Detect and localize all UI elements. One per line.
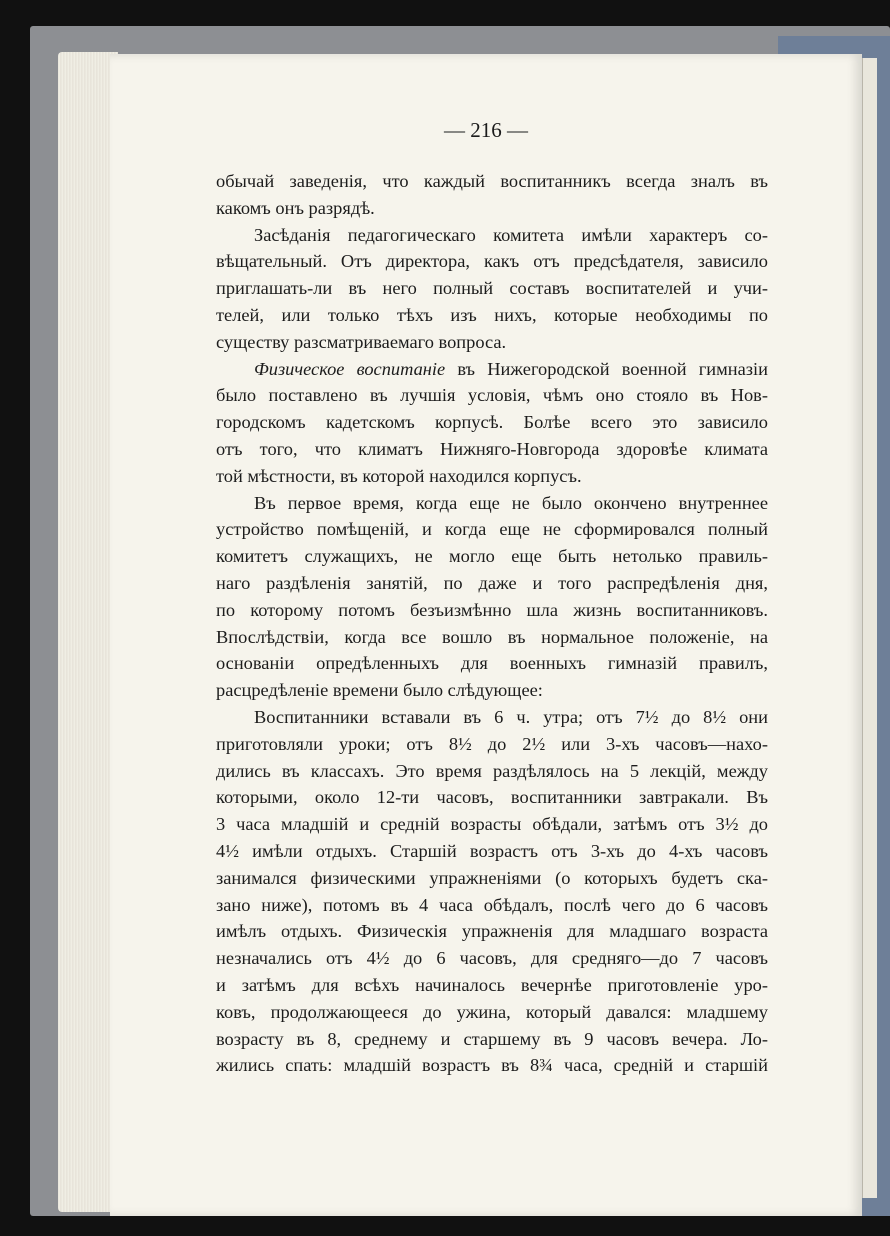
text-line: ковъ, продолжающееся до ужина, который давался: младшему (216, 1001, 768, 1022)
text-line: жились спать: младшій возрастъ въ 8¾ часа, средній и старшій (216, 1055, 768, 1076)
text-line: телей, или только тѣхъ изъ нихъ, которые необходимы по (216, 304, 768, 325)
text-line: Впослѣдствіи, когда все вошло въ нормальное положеніе, на (216, 626, 768, 647)
text-line: приготовляли уроки; отъ 8½ до 2½ или 3-хъ часовъ—нахо- (216, 733, 768, 754)
text-line: вѣщательный. Отъ директора, какъ отъ предсѣдателя, зависило (216, 251, 768, 272)
text-line: по которому потомъ безъизмѣнно шла жизнь воспитанниковъ. (216, 599, 768, 620)
text-line: возрасту въ 8, среднему и старшему въ 9 часовъ вечера. Ло- (216, 1028, 768, 1049)
text-line: основаніи опредѣленныхъ для военныхъ гимназій правилъ, (216, 653, 768, 674)
text-line: было поставлено въ лучшія условія, чѣмъ оно стояло въ Нов- (216, 385, 768, 406)
text-line: дились въ классахъ. Это время раздѣлялось на 5 лекцій, между (216, 760, 768, 781)
text-line: устройство помѣщеній, и когда еще не сформировался полный (216, 519, 768, 540)
text-line: 3 часа младшій и средній возрасты обѣдали, затѣмъ отъ 3½ до (216, 814, 768, 835)
text-line: расцредѣленіе времени было слѣдующее: (216, 680, 543, 701)
text-line: существу разсматриваемаго вопроса. (216, 331, 507, 352)
text-line (216, 356, 768, 383)
page-edges (58, 52, 118, 1212)
text-line: Засѣданія педагогическаго комитета имѣли характеръ со- (254, 224, 768, 245)
text-line: которыми, около 12-ти часовъ, воспитанники завтракали. Въ (216, 787, 768, 808)
page-body (216, 168, 768, 1079)
text-line: и затѣмъ для всѣхъ начиналось вечернѣе приготовленіе уро- (216, 974, 768, 995)
text-line: городскомъ кадетскомъ корпусѣ. Болѣе всего это зависило (216, 412, 768, 433)
text-line: Въ первое время, когда еще не было окончено внутреннее (254, 492, 768, 513)
text-line: комитетъ служащихъ, не могло еще быть нетолько правиль- (216, 546, 768, 567)
text-line: приглашать-ли въ него полный составъ воспитателей и учи- (216, 278, 768, 299)
text-line: Воспитанники вставали въ 6 ч. утра; отъ 7½ до 8½ они (254, 706, 768, 727)
text-line: той мѣстности, въ которой находился корпусъ. (216, 465, 582, 486)
page-number: — 216 — (444, 118, 528, 142)
text-line: занимался физическими упражненіями (о которыхъ будетъ ска- (216, 867, 768, 888)
facing-page-edge (862, 58, 877, 1198)
text-line: имѣлъ отдыхъ. Физическія упражненія для младшаго возраста (216, 921, 768, 942)
text-line: 4½ имѣли отдыхъ. Старшій возрастъ отъ 3-хъ до 4-хъ часовъ (216, 840, 768, 861)
text-line: обычай заведенія, что каждый воспитанникъ всегда зналъ въ (216, 171, 768, 191)
text-line: зано ниже), потомъ въ 4 часа обѣдалъ, послѣ чего до 6 часовъ (216, 894, 768, 915)
text-line: наго раздѣленія занятій, по даже и того распредѣленія дня, (216, 572, 768, 593)
text-line: какомъ онъ разрядѣ. (216, 197, 375, 218)
text-line: незначались отъ 4½ до 6 часовъ, для средняго—до 7 часовъ (216, 948, 768, 969)
italic-lead: Физическое воспитаніе (254, 358, 446, 379)
text-line-rest: въ Нижегородской военной гимназіи (457, 358, 768, 379)
text-line: отъ того, что климатъ Нижняго-Новгорода здоровѣе климата (216, 438, 768, 459)
